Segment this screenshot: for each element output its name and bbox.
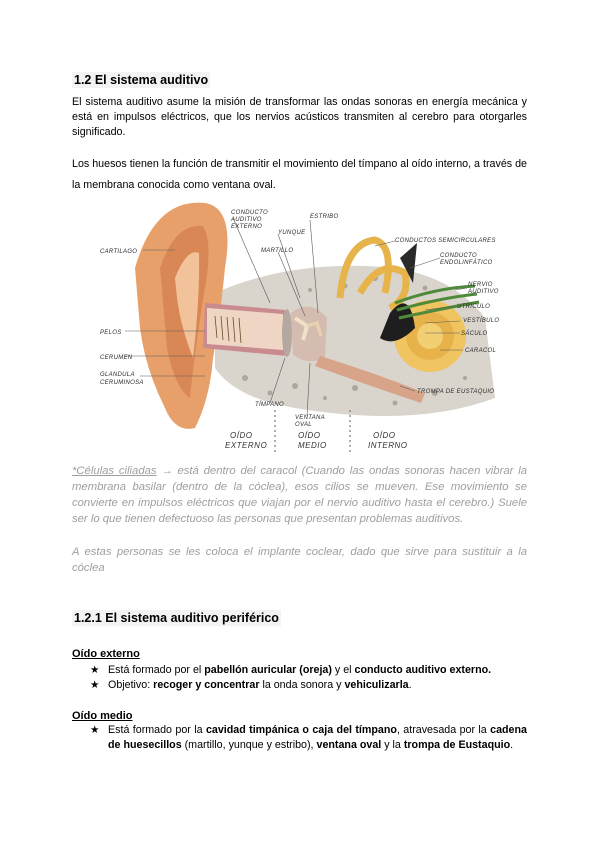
note-text: está dentro del caracol (Cuando las ondas sonoras hacen vibrar la membrana basilar (dentro de la cóclea), esos cilios se mueven. Ese movimiento se convierte en impulsos eléctricos que viajan por el nervio auditivo hasta el cerebro.) Suele ser lo que tienen defectuoso las personas que presentan problemas auditivos. [72, 465, 528, 525]
star-icon: ★ [90, 664, 100, 676]
star-icon: ★ [90, 679, 100, 691]
label-cerumen: CERUMEN [100, 355, 133, 361]
zone-oido-externo-1: OÍDO [230, 431, 253, 440]
bones-paragraph: Los huesos tienen la función de transmitir el movimiento del tímpano al oído interno, a través de la membrana conocida como ventana oval. [72, 158, 527, 191]
label-pelos: PELOS [100, 330, 122, 336]
label-nervio: NERVIO [468, 282, 493, 288]
label-timpano: TÍMPANO [255, 402, 284, 408]
label-ventana-oval: OVAL [295, 422, 312, 428]
star-icon: ★ [90, 724, 100, 736]
label-glandula: GLANDULA [100, 372, 135, 378]
label-trompa-eustaquio: TROMPA DE EUSTAQUIO [417, 389, 495, 395]
list-item: ★ Está formado por la cavidad timpánica o caja del tímpano, atravesada por la cadena de huesecillos (martillo, yunque y estribo), ventana oval y la trompa de Eustaquio. [90, 724, 527, 751]
label-auditivo: AUDITIVO [231, 217, 262, 223]
oido-externo-heading: Oído externo [72, 648, 140, 660]
label-vestibulo: VESTÍBULO [463, 318, 500, 324]
zone-oido-medio-1: OÍDO [298, 431, 321, 440]
label-utriculo: UTRÍCULO [457, 304, 491, 310]
list-item: ★ Está formado por el pabellón auricular (oreja) y el conducto auditivo externo. [90, 664, 492, 676]
subsection-title: 1.2.1 El sistema auditivo periférico [74, 611, 279, 625]
ear-anatomy-diagram [95, 198, 515, 456]
note-arrow: → [161, 465, 173, 477]
label-caracol: CARACOL [465, 348, 497, 354]
label-cartilago: CARTILAGO [100, 249, 138, 255]
label-yunque: YUNQUE [278, 230, 306, 236]
oido-externo-list [90, 663, 527, 693]
section-title: 1.2 El sistema auditivo [74, 73, 209, 87]
zone-oido-interno-1: OÍDO [373, 431, 396, 440]
label-conductos-semicirculares: CONDUCTOS SEMICIRCULARES [395, 238, 496, 244]
ciliated-cells-note [72, 463, 527, 527]
label-ventana: VENTANA [295, 415, 325, 421]
label-conducto-endolinfatico-1: CONDUCTO [440, 253, 477, 259]
label-conducto-endolinfatico-2: ENDOLINFÁTICO [440, 260, 493, 266]
zone-oido-medio-2: MEDIO [298, 441, 327, 450]
label-estribo: ESTRIBO [310, 214, 339, 220]
oido-medio-list [90, 723, 527, 753]
label-ceruminosa: CERUMINOSA [100, 380, 144, 386]
zone-oido-externo-2: EXTERNO [225, 441, 268, 450]
list-item: ★ Objetivo: recoger y concentrar la onda sonora y vehiculizarla. [90, 679, 412, 691]
label-nervio-auditivo: AUDITIVO [468, 289, 499, 295]
label-saculo: SÁCULO [461, 331, 488, 337]
cochlear-implant-note: A estas personas se les coloca el implante coclear, dado que sirve para sustituir a la cóclea [72, 546, 527, 574]
zone-oido-interno-2: INTERNO [368, 441, 408, 450]
label-externo: EXTERNO [231, 224, 263, 230]
note-term: *Células ciliadas [72, 465, 157, 477]
label-conducto: CONDUCTO [231, 210, 268, 216]
oido-medio-heading: Oído medio [72, 710, 133, 722]
intro-paragraph: El sistema auditivo asume la misión de transformar las ondas sonoras en energía mecánica y está en impulsos eléctricos, que los nervios acústicos transmiten al cerebro para otorgarles significado. [72, 96, 527, 138]
label-martillo: MARTILLO [261, 248, 294, 254]
